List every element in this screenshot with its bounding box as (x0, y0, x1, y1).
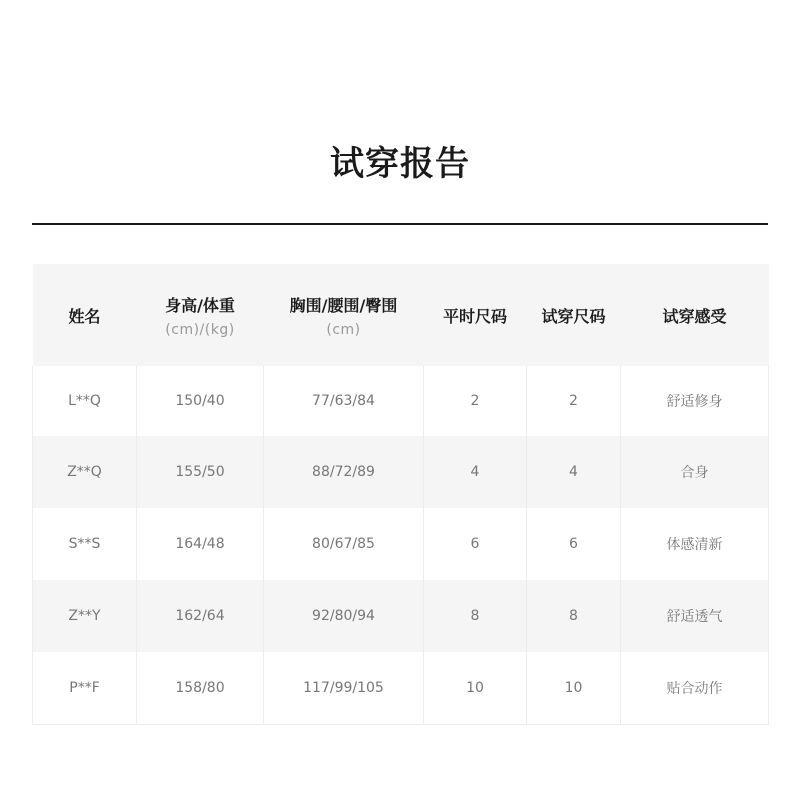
header-tried-size-label: 试穿尺码 (541, 306, 606, 326)
cell-measurements: 88/72/89 (264, 436, 424, 508)
table-header-row (33, 264, 769, 366)
cell-height-weight: 155/50 (137, 436, 264, 508)
cell-name: Z**Q (33, 436, 137, 508)
cell-tried-size: 2 (527, 366, 621, 436)
cell-usual-size: 2 (424, 366, 527, 436)
cell-feeling: 体感清新 (621, 508, 769, 580)
cell-usual-size: 6 (424, 508, 527, 580)
fitting-report-table (32, 264, 769, 725)
page-title: 试穿报告 (330, 144, 470, 184)
cell-usual-size: 8 (424, 580, 527, 652)
title-divider (32, 223, 768, 225)
header-height-weight (137, 264, 264, 366)
header-name (33, 264, 137, 366)
cell-tried-size: 8 (527, 580, 621, 652)
table-row (33, 580, 769, 652)
cell-height-weight: 158/80 (137, 652, 264, 724)
cell-feeling: 舒适透气 (621, 580, 769, 652)
cell-measurements: 117/99/105 (264, 652, 424, 724)
cell-name: Z**Y (33, 580, 137, 652)
cell-feeling: 贴合动作 (621, 652, 769, 724)
table-row (33, 366, 769, 436)
header-measurements-unit: (cm) (326, 321, 361, 338)
cell-tried-size: 4 (527, 436, 621, 508)
cell-measurements: 77/63/84 (264, 366, 424, 436)
cell-height-weight: 164/48 (137, 508, 264, 580)
cell-name: S**S (33, 508, 137, 580)
cell-height-weight: 150/40 (137, 366, 264, 436)
cell-name: L**Q (33, 366, 137, 436)
header-usual-size-label: 平时尺码 (442, 306, 507, 326)
cell-feeling: 合身 (621, 436, 769, 508)
cell-measurements: 80/67/85 (264, 508, 424, 580)
cell-tried-size: 10 (527, 652, 621, 724)
header-tried-size (527, 264, 621, 366)
header-usual-size (424, 264, 527, 366)
cell-usual-size: 4 (424, 436, 527, 508)
table-row (33, 508, 769, 580)
header-feeling-label: 试穿感受 (662, 306, 727, 326)
header-name-label: 姓名 (68, 306, 101, 326)
header-height-weight-label: 身高/体重 (165, 295, 235, 315)
cell-tried-size: 6 (527, 508, 621, 580)
cell-height-weight: 162/64 (137, 580, 264, 652)
cell-measurements: 92/80/94 (264, 580, 424, 652)
cell-usual-size: 10 (424, 652, 527, 724)
table-row (33, 436, 769, 508)
header-feeling (621, 264, 769, 366)
table-row (33, 652, 769, 724)
cell-name: P**F (33, 652, 137, 724)
header-height-weight-unit: (cm)/(kg) (165, 321, 235, 338)
header-measurements-label: 胸围/腰围/臀围 (289, 295, 398, 315)
cell-feeling: 舒适修身 (621, 366, 769, 436)
header-measurements (264, 264, 424, 366)
